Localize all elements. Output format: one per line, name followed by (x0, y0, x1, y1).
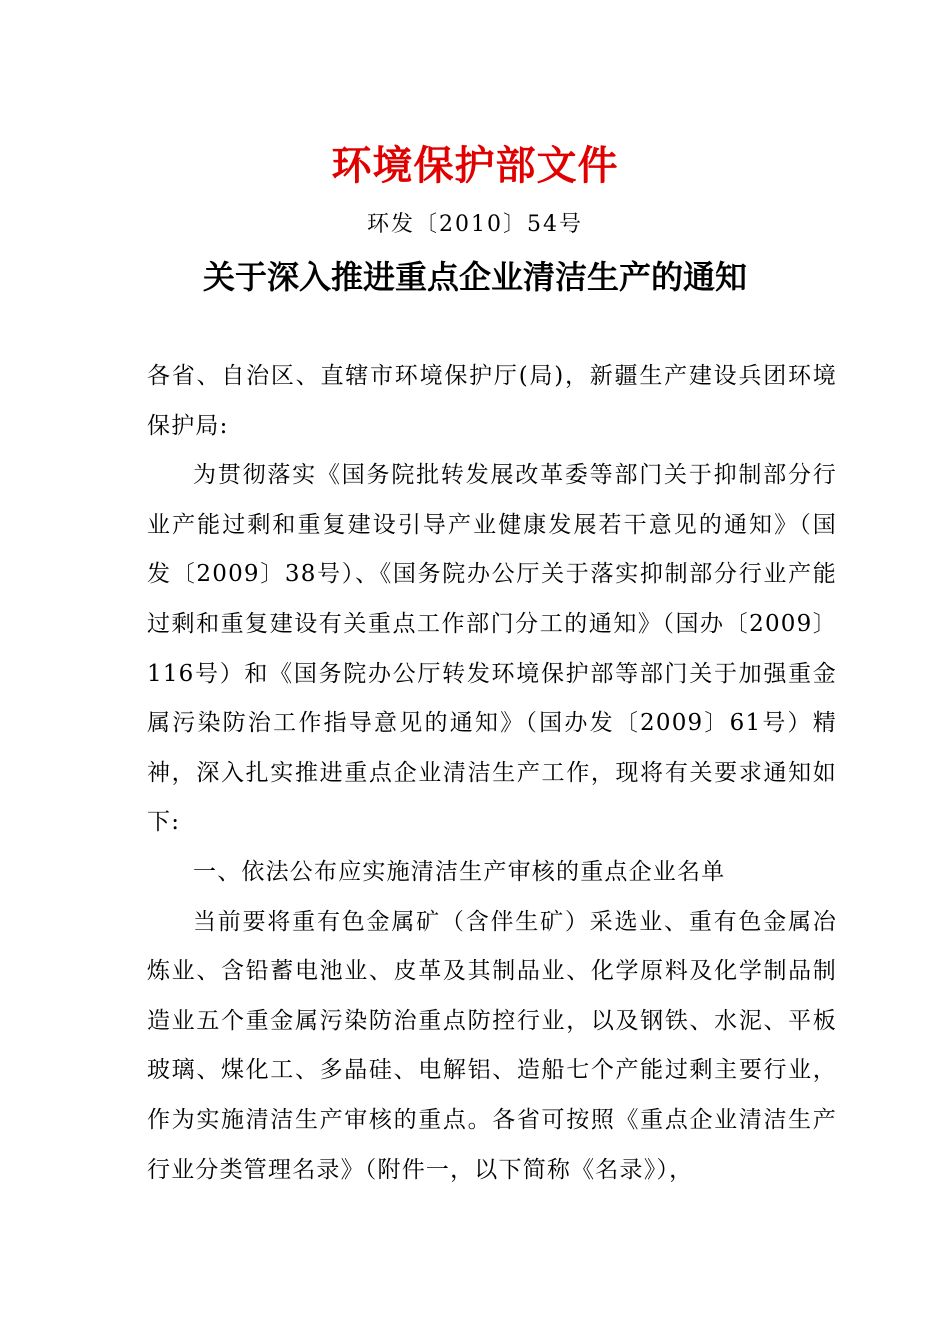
section-heading: 一、依法公布应实施清洁生产审核的重点企业名单 (193, 858, 726, 885)
document-title: 关于深入推进重点企业清洁生产的通知 (202, 258, 747, 296)
document-header: 环境保护部文件 (331, 142, 619, 189)
addressee-paragraph: 各省、自治区、直辖市环境保护厅(局)，新疆生产建设兵团环境保护局: (147, 363, 837, 439)
intro-paragraph: 为贯彻落实《国务院批转发展改革委等部门关于抑制部分行业产能过剩和重复建设引导产业健康发展若干意见的通知》（国发〔2009〕38号）、《国务院办公厅关于落实抑制部分行业产能过剩和重复建设有关重点工作部门分工的通知》（国办〔2009〕116号）和《国务院办公厅转发环境保护部等部门关于加强重金属污染防治工作指导意见的通知》（国办发〔2009〕61号）精神，深入扎实推进重点企业清洁生产工作，现将有关要求通知如下: (147, 462, 837, 836)
document-body (147, 352, 837, 1195)
section-paragraph: 当前要将重有色金属矿（含伴生矿）采选业、重有色金属冶炼业、含铅蓄电池业、皮革及其制品业、化学原料及化学制品制造业五个重金属污染防治重点防控行业，以及钢铁、水泥、平板玻璃、煤化工、多晶硅、电解铝、造船七个产能过剩主要行业，作为实施清洁生产审核的重点。各省可按照《重点企业清洁生产行业分类管理名录》（附件一，以下简称《名录》）， (147, 908, 837, 1183)
document-number: 环发〔2010〕54号 (367, 212, 583, 237)
